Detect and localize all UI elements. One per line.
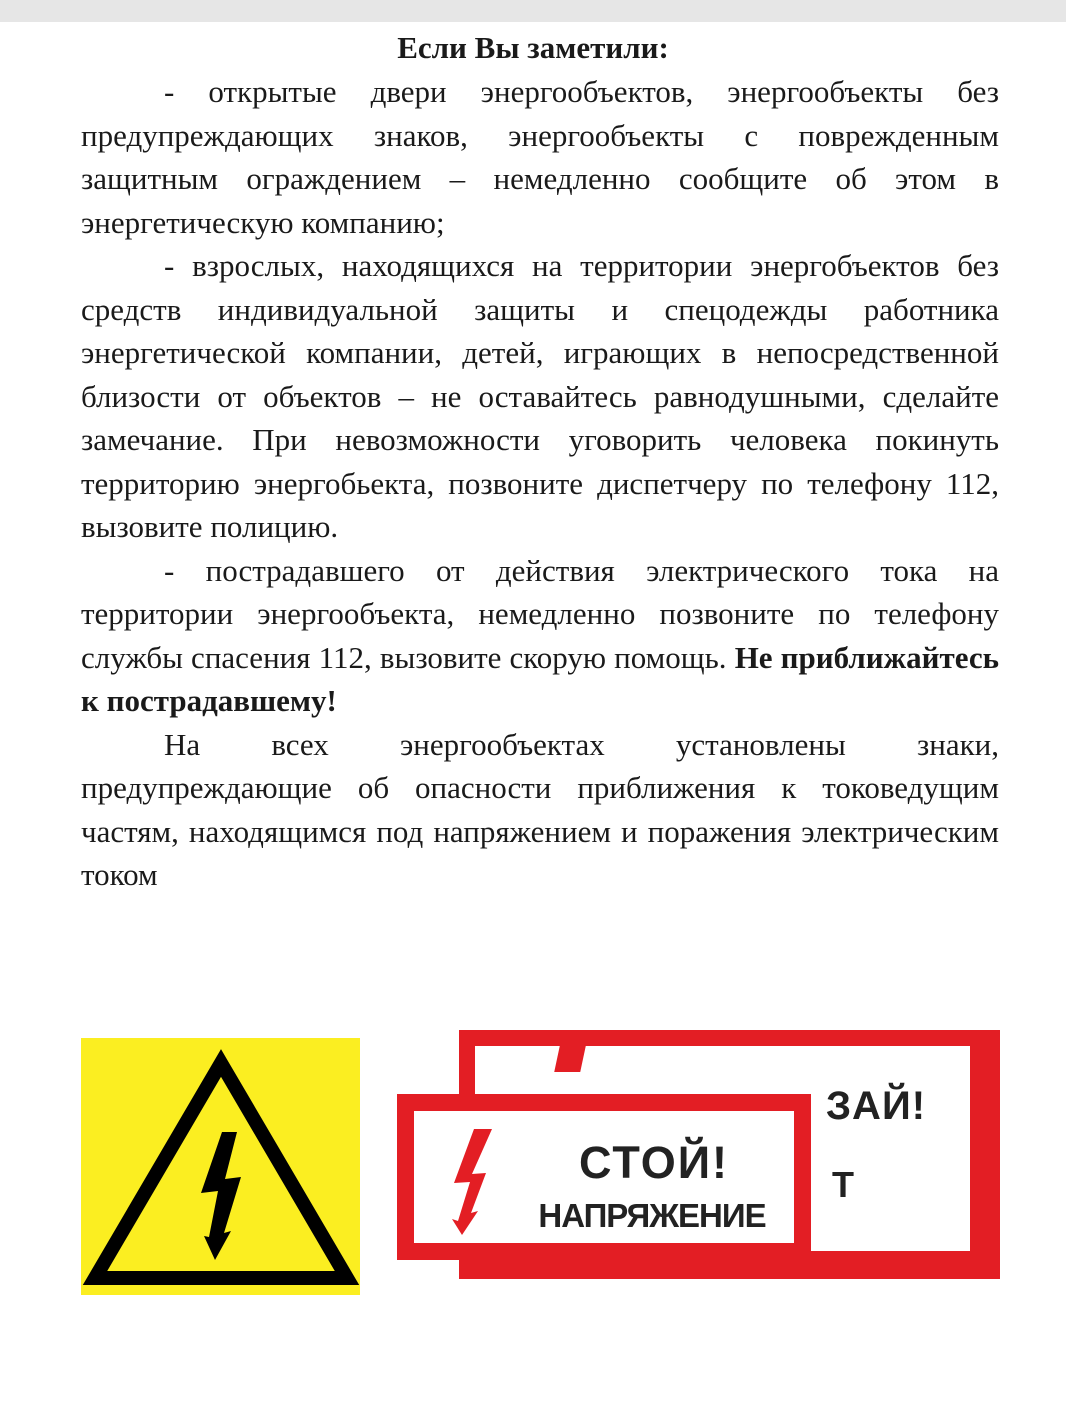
lightning-bolt-icon bbox=[448, 1127, 508, 1242]
document-body bbox=[81, 70, 999, 897]
paragraph-4: На всех энергообъектах установлены знаки, предупреждающие об опасности приближения к токоведущим частям, находящимся под напряжением и поражения электрическим током bbox=[81, 726, 999, 892]
top-strip bbox=[0, 0, 1066, 22]
stop-sign-title: СТОЙ! bbox=[578, 1137, 730, 1188]
back-sign-text-1: ЗАЙ! bbox=[826, 1084, 927, 1128]
page-title: Если Вы заметили: bbox=[397, 30, 669, 65]
stop-sign-subtitle: НАПРЯЖЕНИЕ bbox=[538, 1197, 766, 1234]
paragraph-3-text: - пострадавшего от действия электрического тока на территории энергообъекта, немедленно позвоните по телефону службы спасения 112, вызовите скорую помощь. bbox=[81, 552, 999, 675]
paragraph-1: - открытые двери энергообъектов, энергообъекты без предупреждающих знаков, энергообъекты с поврежденным защитным ограждением – немедленно сообщите об этом в энергетическую компанию; bbox=[81, 74, 999, 240]
paragraph-3-bold-text: Не приближайтесь к пострадавшему! bbox=[81, 639, 999, 718]
high-voltage-warning-triangle-icon bbox=[81, 1038, 360, 1295]
back-sign-bolt-fragment bbox=[554, 1046, 586, 1072]
paragraph-2: - взрослых, находящихся на территории энергобъектов без средств индивидуальной защиты и спецодежды работника энергетической компании, детей, играющих в непосредственной близости от объектов – не оставайтесь равнодушными, сделайте замечание. При невозможности уговорить человека покинуть территорию энергобьекта, позвоните диспетчеру по телефону 112, вызовите полицию. bbox=[81, 248, 999, 544]
high-voltage-warning-sign bbox=[81, 1038, 360, 1295]
back-sign-text-2: Т bbox=[832, 1164, 854, 1205]
paragraph-3 bbox=[81, 549, 999, 723]
